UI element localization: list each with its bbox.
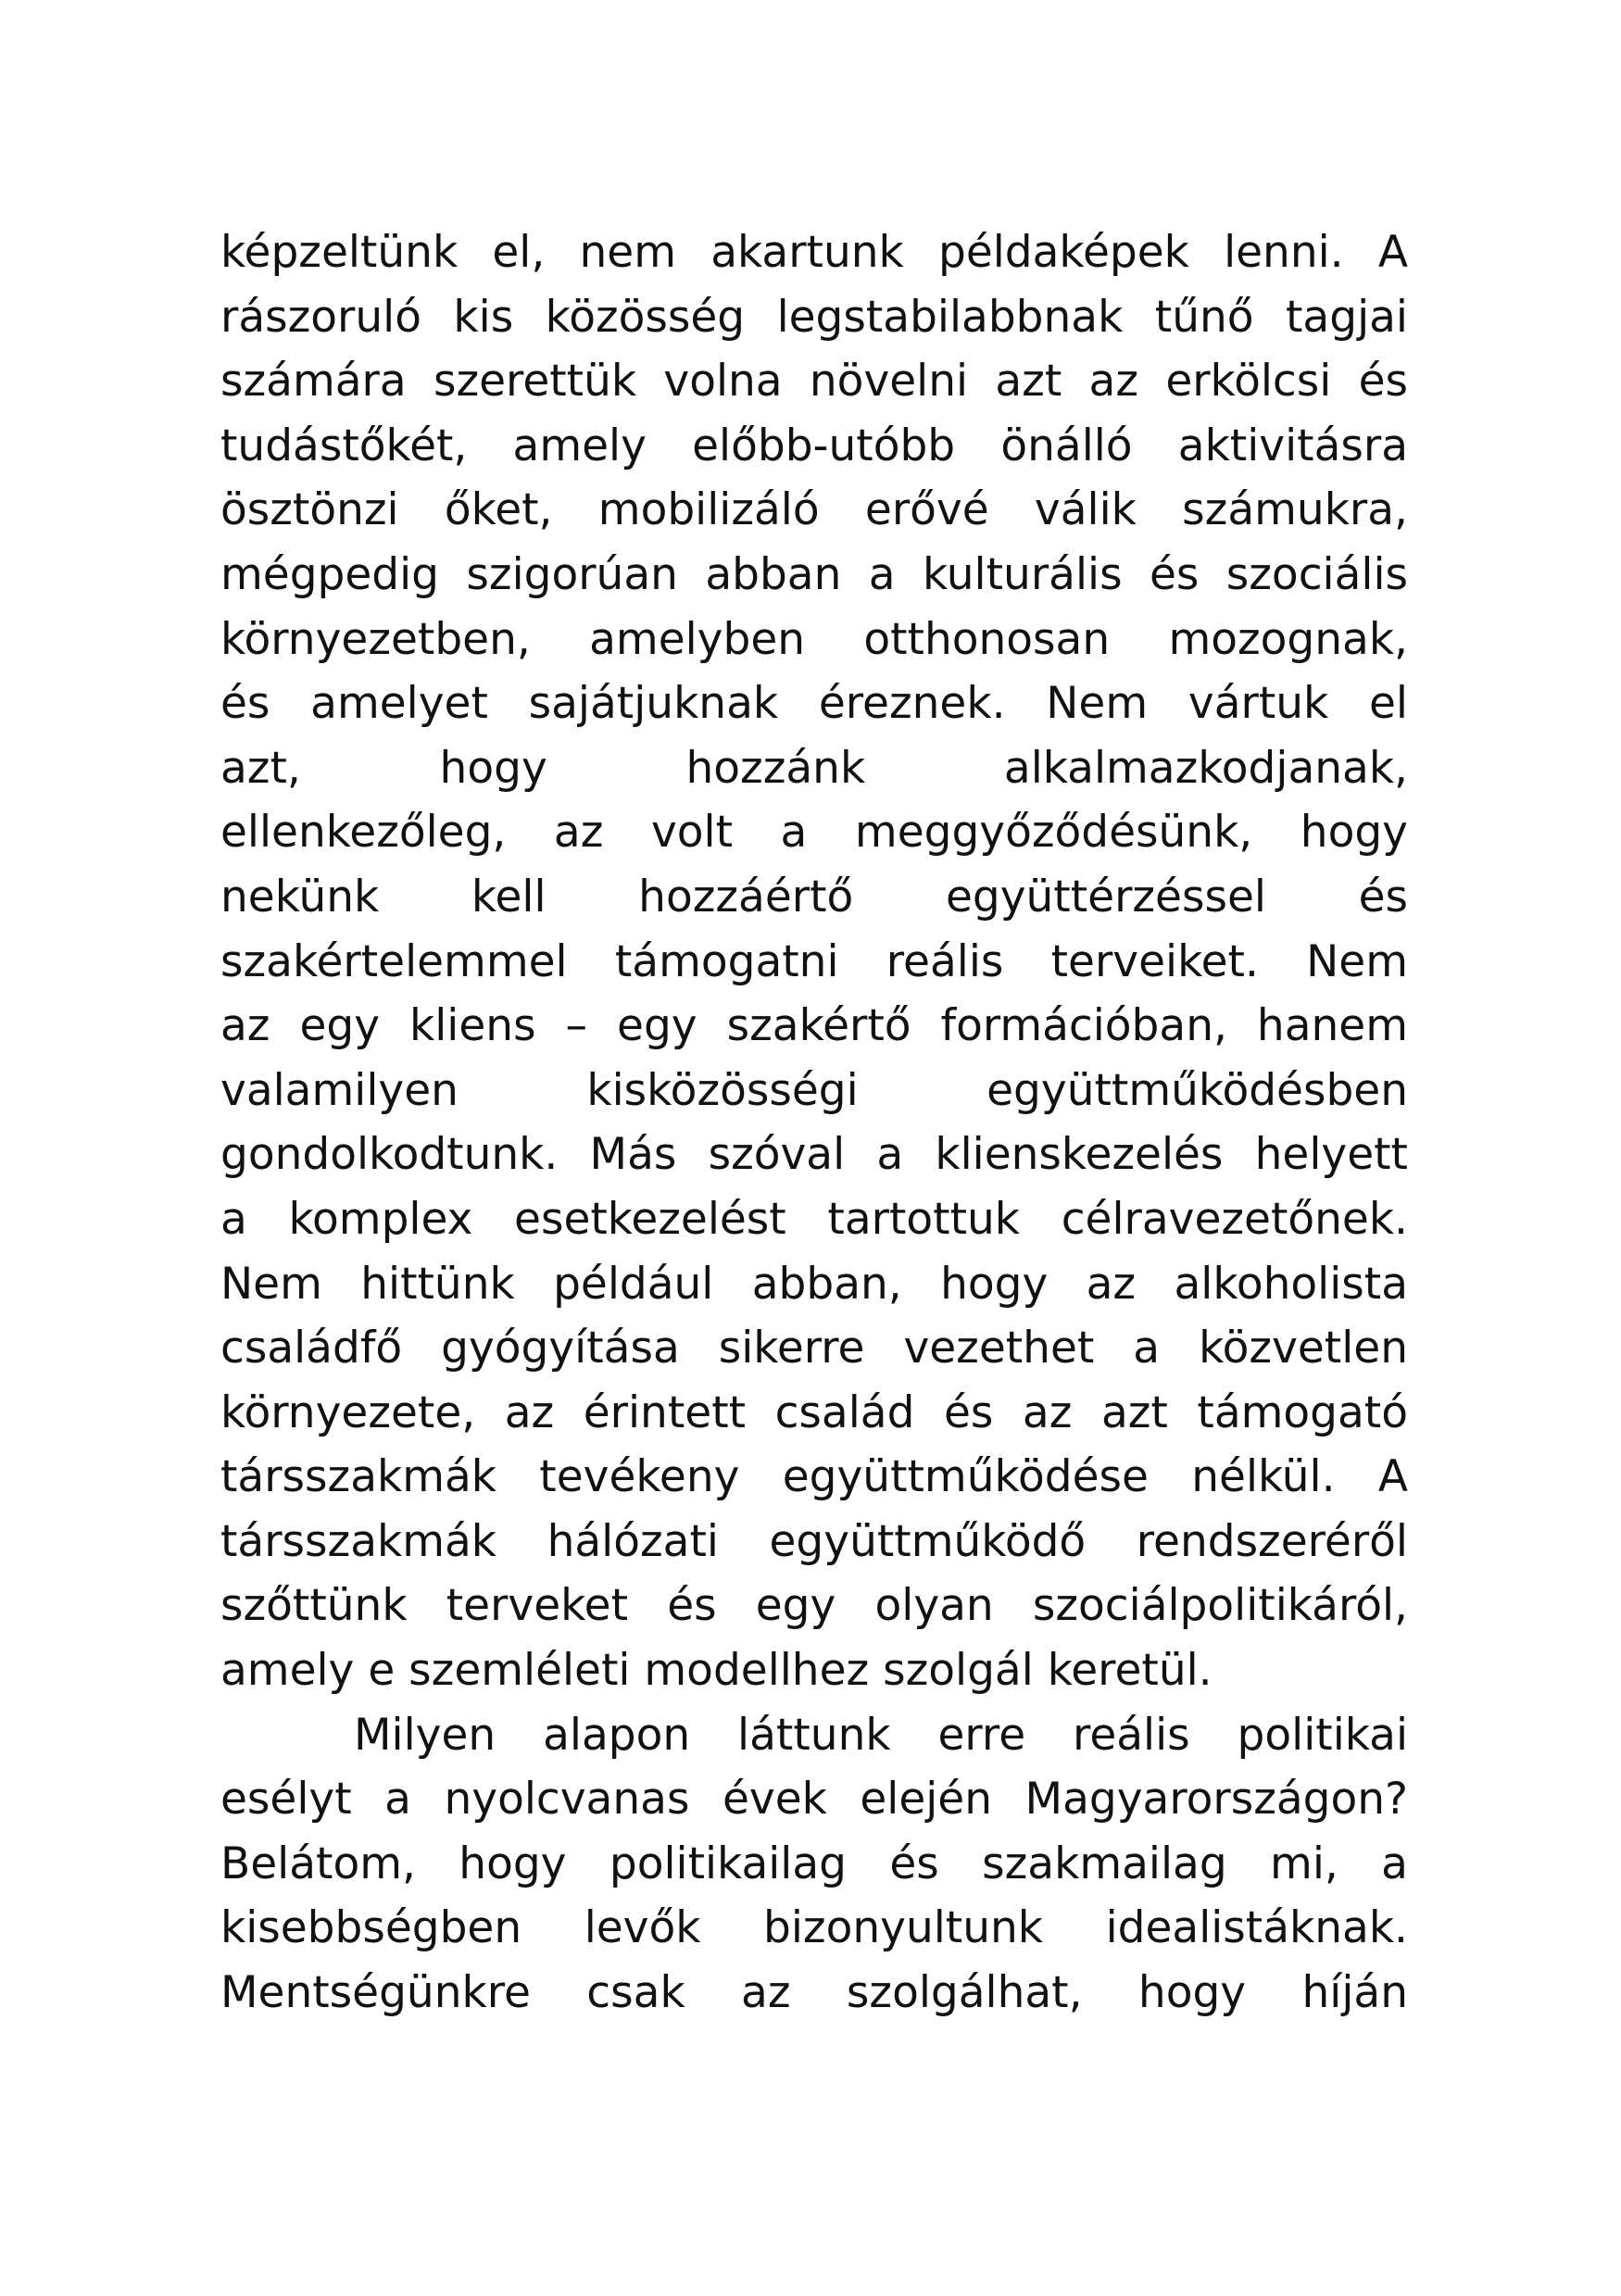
text-line: szakértelemmel támogatni reális terveiket. Nem <box>220 935 1408 987</box>
text-line: társszakmák tevékeny együttműködése nélkül. A <box>220 1451 1408 1503</box>
text-line: az egy kliens – egy szakértő formációban, hanem <box>220 1000 1408 1052</box>
text-line: ellenkezőleg, az volt a meggyőződésünk, hogy <box>220 807 1408 859</box>
text-line: mégpedig szigorúan abban a kulturális és szociális <box>220 548 1408 600</box>
text-line: rászoruló kis közösség legstabilabbnak tűnő tagjai <box>220 291 1408 343</box>
text-line: azt, hogy hozzánk alkalmazkodjanak, <box>220 742 1408 794</box>
text-line: a komplex esetkezelést tartottuk célravezetőnek. <box>220 1193 1408 1245</box>
text-line: és amelyet sajátjuknak éreznek. Nem vártuk el <box>220 678 1408 730</box>
text-line: szőttünk terveket és egy olyan szociálpolitikáról, <box>220 1580 1408 1632</box>
body-text <box>220 220 1408 2026</box>
text-line: nekünk kell hozzáértő együttérzéssel és <box>220 871 1408 922</box>
text-line: kisebbségben levők bizonyultunk idealistáknak. <box>220 1902 1408 1954</box>
text-line: Belátom, hogy politikailag és szakmailag mi, a <box>220 1838 1408 1889</box>
text-line: tudástőkét, amely előbb-utóbb önálló aktivitásra <box>220 420 1408 471</box>
text-line: amely e szemléleti modellhez szolgál keretül. <box>220 1645 1213 1697</box>
text-line: családfő gyógyítása sikerre vezethet a közvetlen <box>220 1323 1408 1374</box>
text-line: Nem hittünk például abban, hogy az alkoholista <box>220 1258 1408 1310</box>
text-line: valamilyen kisközösségi együttműködésben <box>220 1064 1408 1116</box>
text-line: ösztönzi őket, mobilizáló erővé válik számukra, <box>220 484 1408 536</box>
text-line: esélyt a nyolcvanas évek elején Magyarországon? <box>220 1774 1408 1826</box>
text-line: környezetben, amelyben otthonosan mozognak, <box>220 613 1408 665</box>
paragraph-start-line: Milyen alapon láttunk erre reális politikai <box>354 1709 1408 1761</box>
text-line: számára szerettük volna növelni azt az erkölcsi és <box>220 356 1408 408</box>
text-line: Mentségünkre csak az szolgálhat, hogy híján <box>220 1967 1408 2019</box>
text-line: képzeltünk el, nem akartunk példaképek lenni. A <box>220 227 1408 278</box>
text-line: gondolkodtunk. Más szóval a klienskezelés helyett <box>220 1129 1408 1181</box>
text-line: társszakmák hálózati együttműködő rendszeréről <box>220 1515 1408 1567</box>
text-line: környezete, az érintett család és az azt támogató <box>220 1386 1408 1438</box>
